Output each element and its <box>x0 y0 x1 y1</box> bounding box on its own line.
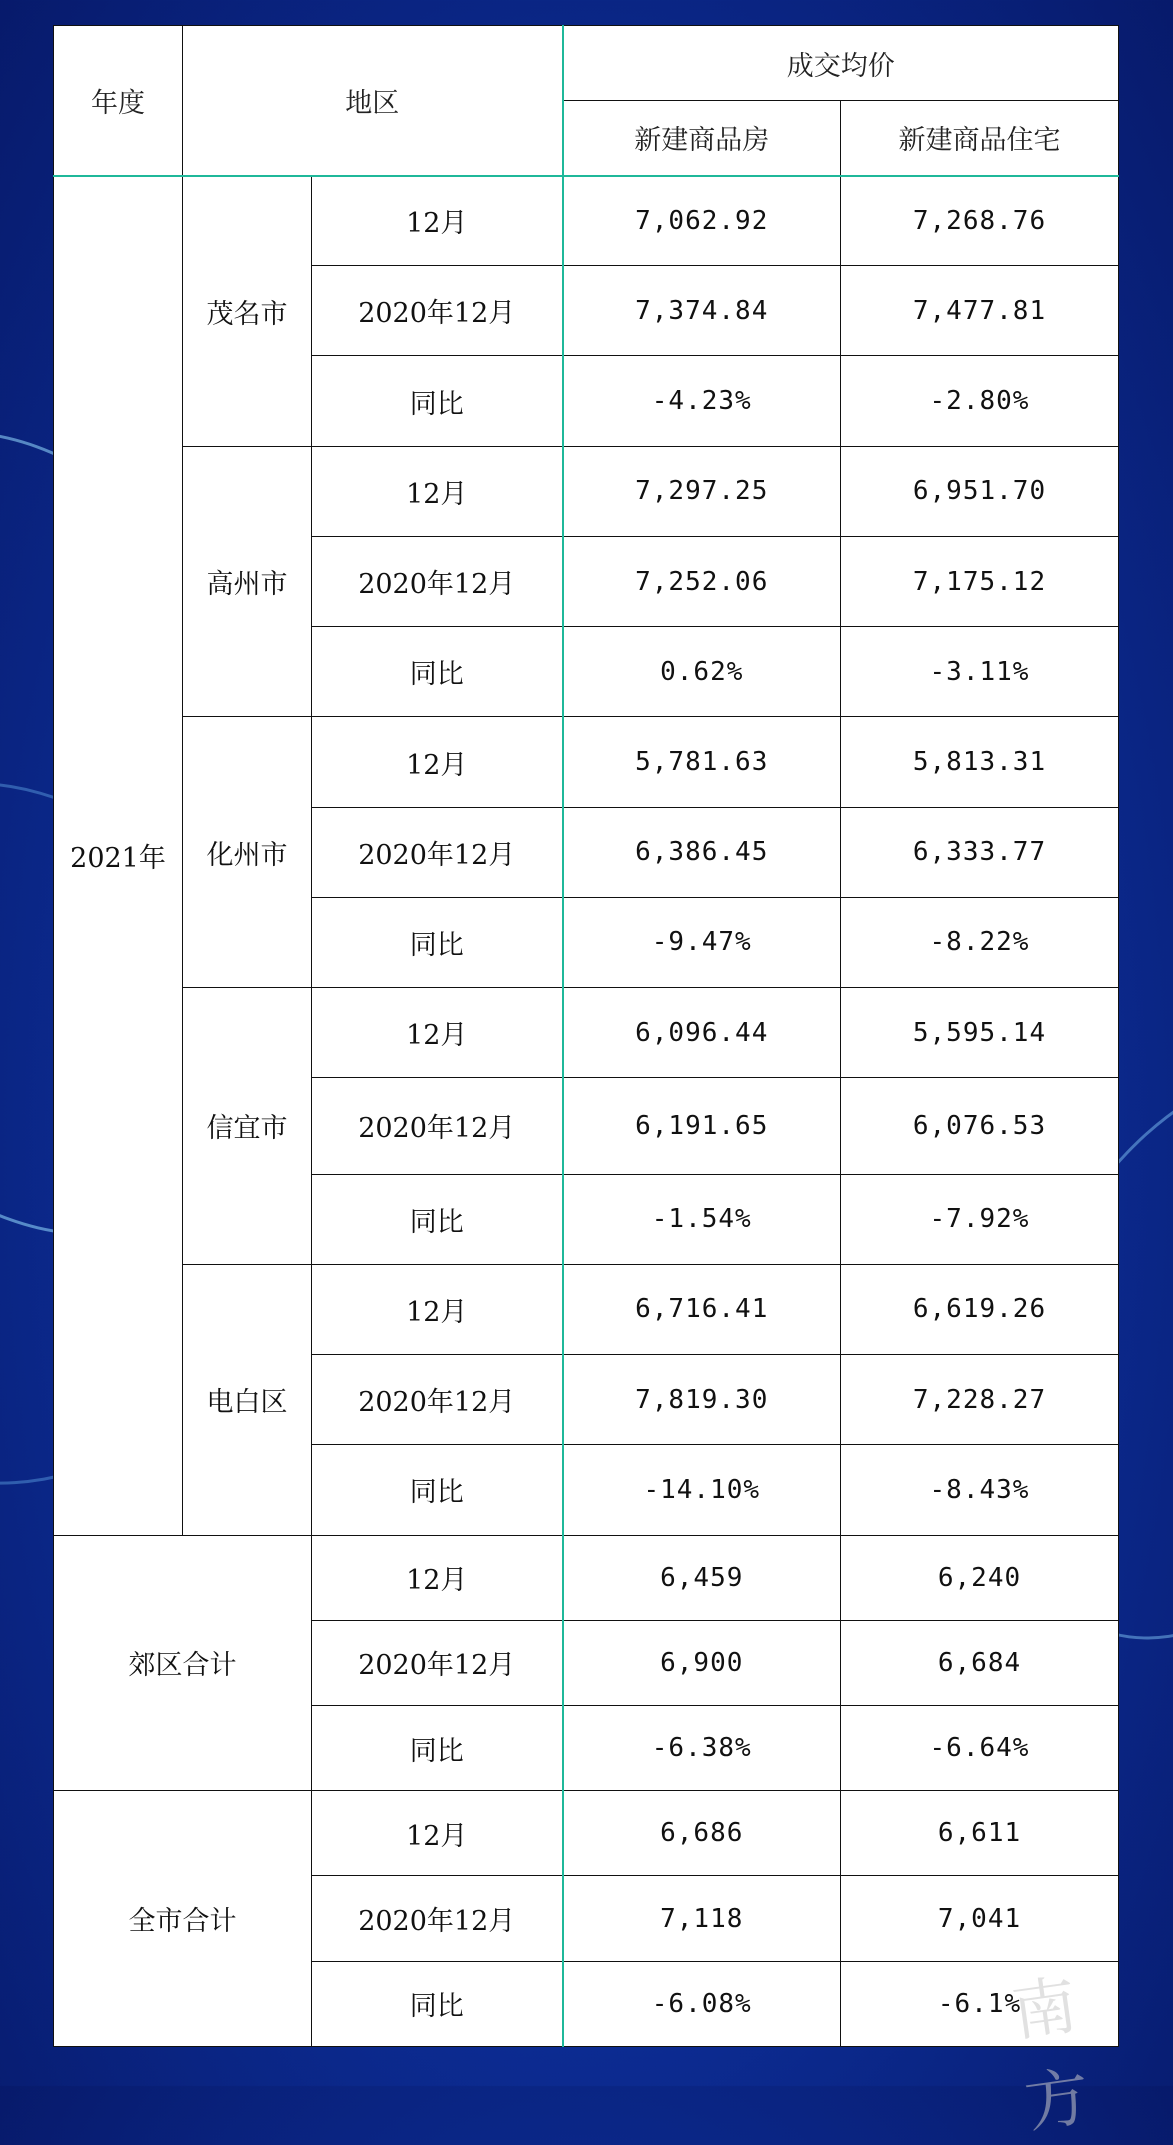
total-name: 郊区合计 <box>54 1535 312 1791</box>
value-new-commercial-residential: -6.1% <box>841 1961 1119 2046</box>
value-new-commercial-residential: -8.43% <box>841 1445 1119 1535</box>
value-new-commercial-housing: -4.23% <box>563 356 841 446</box>
price-table <box>53 25 1119 2047</box>
value-new-commercial-residential: -8.22% <box>841 897 1119 987</box>
period-cell: 12月 <box>312 1791 563 1876</box>
year-header: 年度 <box>54 26 183 176</box>
value-new-commercial-housing: -6.38% <box>563 1705 841 1790</box>
value-new-commercial-residential: 7,175.12 <box>841 536 1119 626</box>
period-cell: 2020年12月 <box>312 807 563 897</box>
region-name: 信宜市 <box>183 988 312 1265</box>
value-new-commercial-residential: 6,611 <box>841 1791 1119 1876</box>
period-cell: 2020年12月 <box>312 1620 563 1705</box>
period-cell: 2020年12月 <box>312 1078 563 1174</box>
value-new-commercial-housing: -14.10% <box>563 1445 841 1535</box>
value-new-commercial-residential: 6,951.70 <box>841 446 1119 536</box>
value-new-commercial-housing: 7,118 <box>563 1876 841 1961</box>
value-new-commercial-residential: 6,333.77 <box>841 807 1119 897</box>
table-row <box>54 1791 1119 1876</box>
value-new-commercial-residential: -6.64% <box>841 1705 1119 1790</box>
period-cell: 同比 <box>312 1705 563 1790</box>
value-new-commercial-housing: -9.47% <box>563 897 841 987</box>
value-new-commercial-residential: 7,041 <box>841 1876 1119 1961</box>
value-new-commercial-residential: 5,595.14 <box>841 988 1119 1078</box>
value-new-commercial-housing: 5,781.63 <box>563 717 841 807</box>
period-cell: 12月 <box>312 717 563 807</box>
table-row <box>54 446 1119 536</box>
region-name: 茂名市 <box>183 176 312 447</box>
value-new-commercial-residential: 7,228.27 <box>841 1355 1119 1445</box>
value-new-commercial-housing: 7,062.92 <box>563 176 841 266</box>
value-new-commercial-residential: -7.92% <box>841 1174 1119 1264</box>
value-new-commercial-housing: 7,297.25 <box>563 446 841 536</box>
period-cell: 12月 <box>312 1535 563 1620</box>
region-name: 电白区 <box>183 1264 312 1535</box>
period-cell: 同比 <box>312 1961 563 2046</box>
table-row <box>54 988 1119 1078</box>
price-table-panel <box>53 25 1118 2143</box>
value-new-commercial-housing: 6,386.45 <box>563 807 841 897</box>
period-cell: 2020年12月 <box>312 536 563 626</box>
period-cell: 同比 <box>312 897 563 987</box>
value-new-commercial-housing: 6,459 <box>563 1535 841 1620</box>
value-new-commercial-housing: 0.62% <box>563 627 841 717</box>
value-new-commercial-residential: -3.11% <box>841 627 1119 717</box>
region-name: 高州市 <box>183 446 312 717</box>
period-cell: 12月 <box>312 176 563 266</box>
table-row <box>54 717 1119 807</box>
value-new-commercial-residential: 6,076.53 <box>841 1078 1119 1174</box>
period-cell: 12月 <box>312 446 563 536</box>
value-new-commercial-residential: 7,268.76 <box>841 176 1119 266</box>
value-new-commercial-residential: 6,240 <box>841 1535 1119 1620</box>
period-cell: 同比 <box>312 627 563 717</box>
table-body <box>54 176 1119 2047</box>
value-new-commercial-residential: 6,684 <box>841 1620 1119 1705</box>
table-row <box>54 176 1119 266</box>
col-new-commercial-housing: 新建商品房 <box>563 101 841 176</box>
value-new-commercial-residential: 5,813.31 <box>841 717 1119 807</box>
period-cell: 12月 <box>312 988 563 1078</box>
value-new-commercial-housing: 7,819.30 <box>563 1355 841 1445</box>
period-cell: 同比 <box>312 1445 563 1535</box>
value-new-commercial-housing: 6,096.44 <box>563 988 841 1078</box>
total-name: 全市合计 <box>54 1791 312 2047</box>
period-cell: 2020年12月 <box>312 266 563 356</box>
period-cell: 同比 <box>312 1174 563 1264</box>
value-new-commercial-housing: 6,716.41 <box>563 1264 841 1354</box>
period-cell: 2020年12月 <box>312 1876 563 1961</box>
region-name: 化州市 <box>183 717 312 988</box>
period-cell: 12月 <box>312 1264 563 1354</box>
year-cell: 2021年 <box>54 176 183 1536</box>
period-cell: 2020年12月 <box>312 1355 563 1445</box>
value-new-commercial-housing: 6,191.65 <box>563 1078 841 1174</box>
value-new-commercial-housing: 7,374.84 <box>563 266 841 356</box>
table-row <box>54 1264 1119 1354</box>
value-new-commercial-residential: 7,477.81 <box>841 266 1119 356</box>
value-new-commercial-residential: 6,619.26 <box>841 1264 1119 1354</box>
value-new-commercial-housing: 7,252.06 <box>563 536 841 626</box>
value-new-commercial-housing: -1.54% <box>563 1174 841 1264</box>
col-new-commercial-residential: 新建商品住宅 <box>841 101 1119 176</box>
value-new-commercial-housing: 6,686 <box>563 1791 841 1876</box>
value-new-commercial-residential: -2.80% <box>841 356 1119 446</box>
watermark-logo: 南方 <box>1007 1969 1089 2143</box>
period-cell: 同比 <box>312 356 563 446</box>
region-header: 地区 <box>183 26 563 176</box>
table-row <box>54 1535 1119 1620</box>
value-new-commercial-housing: 6,900 <box>563 1620 841 1705</box>
value-new-commercial-housing: -6.08% <box>563 1961 841 2046</box>
price-header: 成交均价 <box>563 26 1119 101</box>
